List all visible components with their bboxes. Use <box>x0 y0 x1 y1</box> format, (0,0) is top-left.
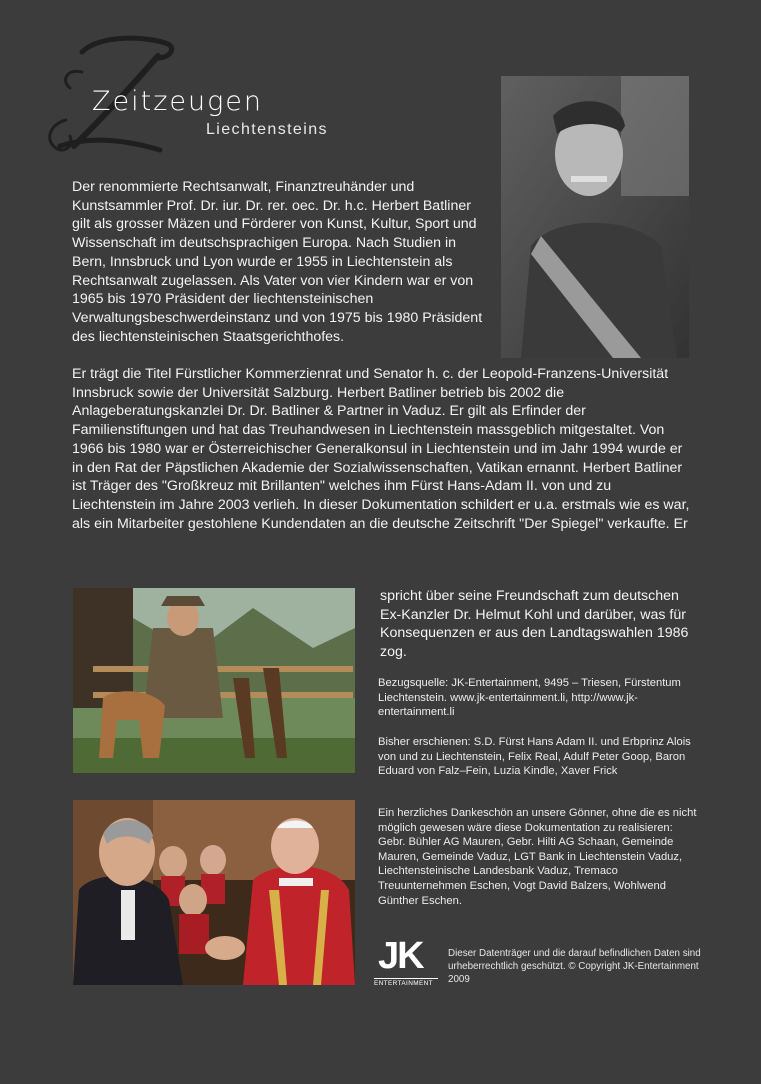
body-paragraph-top: Der renommierte Rechtsanwalt, Finanztreuhänder und Kunstsammler Prof. Dr. iur. Dr. rer. oec. Dr. h.c. Herbert Batliner gilt als grosser Mäzen und Förderer von Kunst, Kultur, Sport und Wissenschaft im deutschsprachigen Europa. Nach Studien in Bern, Innsbruck und Lyon wurde er 1955 in Liechtenstein als Rechtsanwalt zugelassen. Als Vater von vier Kindern war er von 1965 bis 1970 Präsident der liechtensteinischen Verwaltungsbeschwerdeinstanz und von 1975 bis 1980 Präsident des liechtensteinischen Staatsgerichthofes. <box>72 179 483 345</box>
portrait-photo <box>501 76 689 358</box>
jk-logo-subtitle: ENTERTAINMENT <box>374 980 433 987</box>
body-paragraph-bottom: spricht über seine Freundschaft zum deutschen Ex-Kanzler Dr. Helmut Kohl und darüber, was für Konsequenzen er aus den Landtagswahlen 1986 zog. <box>380 588 689 661</box>
page-title: Zeitzeugen <box>92 86 264 117</box>
hunting-photo <box>73 588 355 773</box>
copyright-notice: Dieser Datenträger und die darauf befindlichen Daten sind urheberrechtlich geschützt. © Copyright JK-Entertainment 2009 <box>448 948 701 985</box>
jk-logo-letters: JK <box>378 935 423 977</box>
page-subtitle: Liechtensteins <box>206 121 328 138</box>
source-info: Bezugsquelle: JK-Entertainment, 9495 – Triesen, Fürstentum Liechtenstein. www.jk-entertainment.li, http://www.jk-entertainment.li <box>378 677 681 719</box>
jk-entertainment-logo <box>374 935 440 990</box>
thanks-info: Ein herzliches Dankeschön an unsere Gönner, ohne die es nicht möglich gewesen wäre diese Dokumentation zu realisieren: Gebr. Bühler AG Mauren, Gebr. Hilti AG Schaan, Gemeinde Mauren, Gemeinde Vaduz, LGT Bank in Liechtenstein Vaduz, Liechtensteinische Landesbank Vaduz, Tremaco Treuunternehmen Eschen, Vogt David Balzers, Wohlwend Günther Eschen. <box>378 807 697 907</box>
body-paragraph-middle: Er trägt die Titel Fürstlicher Kommerzienrat und Senator h. c. der Leopold-Franzens-Universität Innsbruck sowie der Universität Salzburg. Herbert Batliner betrieb bis 2002 die Anlageberatungskanzlei Dr. Dr. Batliner & Partner in Vaduz. Er gilt als Erfinder der Familienstiftungen und hat das Treuhandwesen in Liechtenstein massgeblich mitgestaltet. Von 1966 bis 1980 war er Österreichischer Generalkonsul in Liechtenstein und im Jahr 1994 wurde er in den Rat der Päpstlichen Akademie der Sozialwissenschaften, Vatikan ernannt. Herbert Batliner ist Träger des "Großkreuz mit Brillanten" welches ihm Fürst Hans-Adam II. von und zu Liechtenstein im Jahre 2003 verlieh. In dieser Dokumentation schildert er u.a. erstmals wie es war, als ein Mitarbeiter gestohlene Kundendaten an die deutsche Zeitschrift "Der Spiegel" verkaufte. Er <box>72 366 690 532</box>
logo-divider <box>374 978 438 979</box>
published-info: Bisher erschienen: S.D. Fürst Hans Adam II. und Erbprinz Alois von und zu Liechtenstein, Felix Real, Adulf Peter Goop, Baron Eduard von Falz–Fein, Luzia Kindle, Xaver Frick <box>378 736 691 778</box>
pope-meeting-photo <box>73 800 355 985</box>
